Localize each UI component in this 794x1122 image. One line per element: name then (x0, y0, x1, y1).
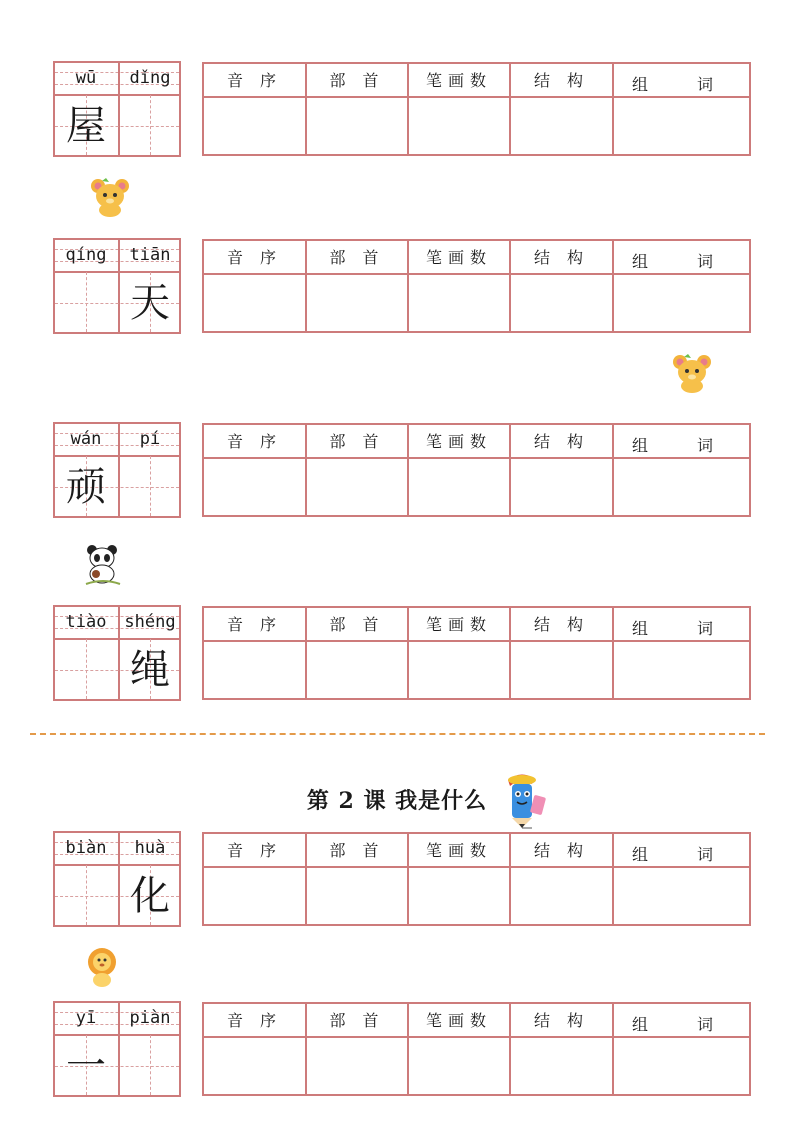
info-column[interactable] (204, 64, 307, 154)
info-column[interactable] (307, 834, 409, 924)
info-column[interactable] (511, 608, 614, 698)
character-row (0, 422, 794, 522)
column-header: 音 序 (226, 1011, 283, 1030)
hanzi-cell[interactable] (55, 274, 117, 332)
pinyin-label: piàn (129, 1008, 171, 1028)
column-header: 结 构 (533, 248, 590, 267)
info-column[interactable] (204, 608, 307, 698)
info-column[interactable] (511, 834, 614, 924)
info-column[interactable] (307, 425, 409, 515)
pinyin-label: tiào (65, 612, 107, 632)
column-header: 结 构 (533, 71, 590, 90)
info-column[interactable] (307, 241, 409, 331)
pinyin-label: yī (75, 1008, 97, 1028)
info-column[interactable] (511, 1004, 614, 1094)
pinyin-label: shéng (124, 612, 176, 632)
info-column[interactable] (409, 425, 511, 515)
character-grid (53, 605, 181, 701)
column-header: 组 词 (631, 845, 736, 864)
character-row (0, 238, 794, 338)
column-header: 部 首 (329, 841, 385, 860)
character-info-table (202, 423, 751, 517)
panda-sticker-icon (82, 542, 124, 586)
info-column[interactable] (409, 241, 511, 331)
column-header: 组 词 (631, 75, 736, 94)
column-header: 音 序 (226, 432, 283, 451)
info-column[interactable] (409, 608, 511, 698)
character-row (0, 831, 794, 931)
character-info-table (202, 62, 751, 156)
info-column[interactable] (614, 241, 753, 331)
pinyin-label: wán (70, 429, 102, 449)
info-column[interactable] (307, 1004, 409, 1094)
bear-sticker-icon (88, 176, 132, 218)
character-info-table (202, 832, 751, 926)
column-header: 组 词 (631, 619, 736, 638)
column-header: 部 首 (329, 248, 385, 267)
lion-sticker-icon (84, 946, 120, 988)
info-column[interactable] (614, 425, 753, 515)
info-column[interactable] (307, 608, 409, 698)
column-header: 部 首 (329, 1011, 385, 1030)
character-row (0, 1001, 794, 1101)
info-column[interactable] (614, 1004, 753, 1094)
character-info-table (202, 1002, 751, 1096)
character-info-table (202, 606, 751, 700)
column-header: 结 构 (533, 1011, 590, 1030)
hanzi-cell[interactable]: 顽 (66, 464, 106, 510)
info-column[interactable] (511, 425, 614, 515)
pinyin-label: biàn (65, 838, 107, 858)
column-header: 部 首 (329, 71, 385, 90)
info-column[interactable] (409, 834, 511, 924)
character-grid (53, 422, 181, 518)
column-header: 部 首 (329, 615, 385, 634)
column-header: 音 序 (226, 841, 283, 860)
column-header: 音 序 (226, 615, 283, 634)
character-grid (53, 238, 181, 334)
column-header: 笔画数 (425, 615, 492, 634)
character-row (0, 61, 794, 161)
column-header: 结 构 (533, 841, 590, 860)
column-header: 结 构 (533, 615, 590, 634)
column-header: 组 词 (631, 1015, 736, 1034)
character-info-table (202, 239, 751, 333)
pinyin-label: huà (134, 838, 166, 858)
character-row (0, 605, 794, 705)
info-column[interactable] (614, 64, 753, 154)
pinyin-label: wū (75, 68, 97, 88)
hanzi-cell[interactable] (119, 458, 181, 516)
column-header: 音 序 (226, 248, 283, 267)
column-header: 笔画数 (425, 248, 492, 267)
hanzi-cell[interactable]: 化 (130, 873, 170, 919)
column-header: 结 构 (533, 432, 590, 451)
column-header: 笔画数 (425, 71, 492, 90)
hanzi-cell[interactable] (119, 1037, 181, 1095)
info-column[interactable] (511, 64, 614, 154)
hanzi-cell[interactable]: 屋 (66, 103, 106, 149)
pinyin-label: tiān (129, 245, 171, 265)
info-column[interactable] (409, 1004, 511, 1094)
section-divider (30, 733, 765, 735)
pinyin-label: dǐng (129, 68, 171, 88)
info-column[interactable] (204, 1004, 307, 1094)
hanzi-cell[interactable] (119, 97, 181, 155)
info-column[interactable] (307, 64, 409, 154)
info-column[interactable] (204, 425, 307, 515)
info-column[interactable] (204, 834, 307, 924)
column-header: 部 首 (329, 432, 385, 451)
lesson-title: 第 2 课 我是什么 (306, 788, 488, 814)
column-header: 笔画数 (425, 1011, 492, 1030)
bear-sticker-icon (670, 352, 714, 394)
column-header: 音 序 (226, 71, 283, 90)
column-header: 组 词 (631, 252, 736, 271)
hanzi-cell[interactable]: 一 (66, 1043, 106, 1089)
info-column[interactable] (614, 608, 753, 698)
info-column[interactable] (511, 241, 614, 331)
hanzi-cell[interactable]: 天 (130, 280, 170, 326)
character-grid (53, 831, 181, 927)
pinyin-label: qíng (65, 245, 107, 265)
hanzi-cell[interactable] (55, 867, 117, 925)
character-grid (53, 61, 181, 157)
column-header: 笔画数 (425, 432, 492, 451)
info-column[interactable] (614, 834, 753, 924)
hanzi-cell[interactable]: 绳 (130, 647, 170, 693)
info-column[interactable] (204, 241, 307, 331)
info-column[interactable] (409, 64, 511, 154)
character-grid (53, 1001, 181, 1097)
hanzi-cell[interactable] (55, 641, 117, 699)
pinyin-label: pí (139, 429, 161, 449)
column-header: 笔画数 (425, 841, 492, 860)
column-header: 组 词 (631, 436, 736, 455)
